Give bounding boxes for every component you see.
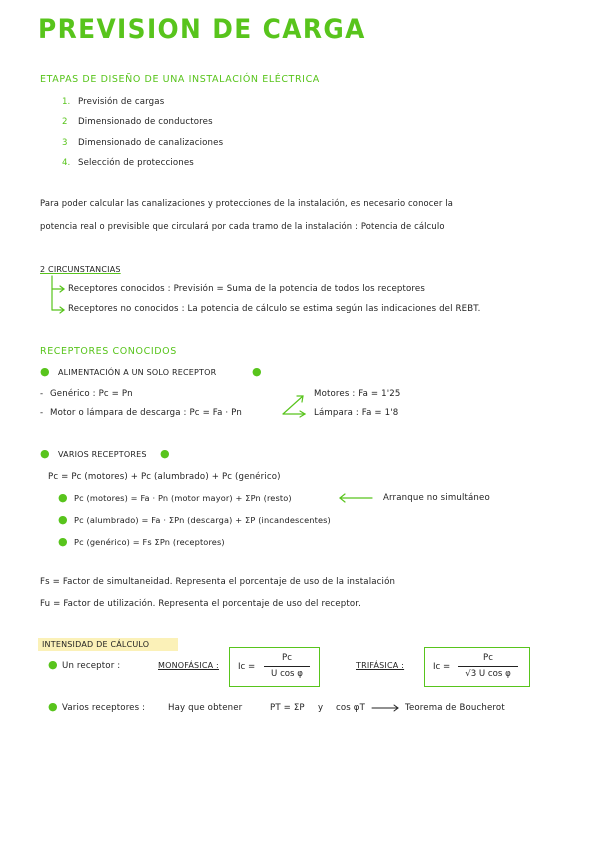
circunstancias-heading: 2 CIRCUNSTANCIAS (40, 265, 121, 274)
hay-que-obtener: Hay que obtener (168, 703, 243, 713)
bullet-icon: ● (40, 365, 50, 378)
motor-formula: Motor o lámpara de descarga : Pc = Fa · Pn (50, 408, 242, 418)
pc-total-formula: Pc = Pc (motores) + Pc (alumbrado) + Pc (genérico) (48, 472, 281, 482)
alimentacion-heading: ALIMENTACIÓN A UN SOLO RECEPTOR (58, 368, 217, 377)
trifasica-label: TRIFÁSICA : (356, 661, 405, 670)
varios-heading: VARIOS RECEPTORES (58, 450, 147, 459)
pt-formula: PT = ΣP (270, 703, 305, 713)
teorema-boucherot: Teorema de Boucherot (405, 703, 505, 713)
y-connector: y (318, 703, 324, 713)
tri-numerator: Pc (483, 653, 493, 663)
bullet-icon: ● (160, 447, 170, 460)
monofasica-label: MONOFÁSICA : (158, 661, 219, 670)
bullet-icon: ● (58, 535, 68, 548)
dash-icon: - (40, 408, 44, 418)
intensidad-heading: INTENSIDAD DE CÁLCULO (42, 640, 150, 649)
fu-definition: Fu = Factor de utilización. Representa el porcentaje de uso del receptor. (40, 599, 362, 609)
etapa-num: 1. (62, 97, 71, 107)
mono-lhs: Ic = (238, 662, 256, 672)
intro-line-1: Para poder calcular las canalizaciones y protecciones de la instalación, es necesario conocer la (40, 198, 454, 208)
fs-definition: Fs = Factor de simultaneidad. Representa el porcentaje de uso de la instalación (40, 577, 396, 587)
arranque-note: Arranque no simultáneo (383, 493, 490, 503)
pc-motores-formula: Pc (motores) = Fa · Pn (motor mayor) + ΣPn (resto) (74, 493, 292, 503)
bullet-icon: ● (252, 365, 262, 378)
tri-denominator: √3 U cos φ (465, 669, 511, 679)
etapas-heading: ETAPAS DE DISEÑO DE UNA INSTALACIÓN ELÉCTRICA (40, 74, 320, 85)
etapa-text: Previsión de cargas (78, 97, 165, 107)
circunstancia-no-conocidos: Receptores no conocidos : La potencia de cálculo se estima según las indicaciones del REBT. (68, 304, 481, 314)
tri-lhs: Ic = (433, 662, 451, 672)
etapa-text: Selección de protecciones (78, 158, 194, 168)
bullet-icon: ● (48, 700, 58, 713)
dash-icon: - (40, 389, 44, 399)
mono-numerator: Pc (282, 653, 292, 663)
bullet-icon: ● (58, 491, 68, 504)
etapa-num: 3 (62, 138, 68, 148)
motores-fa: Motores : Fa = 1'25 (314, 389, 401, 399)
etapa-text: Dimensionado de conductores (78, 117, 213, 127)
cos-phi-t: cos φT (336, 703, 366, 713)
bullet-icon: ● (48, 658, 58, 671)
generico-formula: Genérico : Pc = Pn (50, 389, 133, 399)
etapa-num: 2 (62, 117, 68, 127)
page-title: PREVISION DE CARGA (38, 14, 366, 45)
varios-receptores-label: Varios receptores : (62, 703, 146, 713)
pc-generico-formula: Pc (genérico) = Fs ΣPn (receptores) (74, 537, 225, 547)
bullet-icon: ● (58, 513, 68, 526)
receptores-heading: RECEPTORES CONOCIDOS (40, 346, 177, 357)
intro-line-2: potencia real o previsible que circulará por cada tramo de la instalación : Potencia de cálculo (40, 221, 445, 231)
un-receptor-label: Un receptor : (62, 661, 121, 671)
etapa-text: Dimensionado de canalizaciones (78, 138, 224, 148)
bullet-icon: ● (40, 447, 50, 460)
lampara-fa: Lámpara : Fa = 1'8 (314, 408, 399, 418)
circunstancia-conocidos: Receptores conocidos : Previsión = Suma de la potencia de todos los receptores (68, 284, 425, 294)
pc-alumbrado-formula: Pc (alumbrado) = Fa · ΣPn (descarga) + ΣP (incandescentes) (74, 515, 331, 525)
mono-denominator: U cos φ (271, 669, 303, 679)
etapa-num: 4. (62, 158, 71, 168)
